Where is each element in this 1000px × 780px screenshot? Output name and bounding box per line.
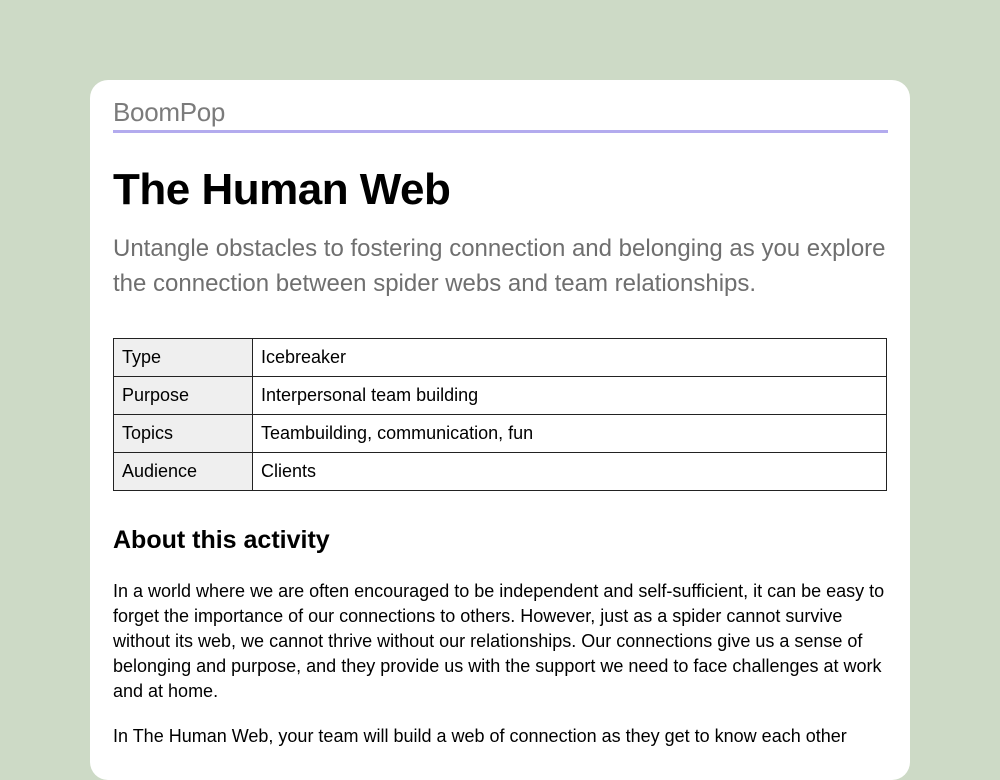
detail-key-type: Type	[114, 339, 253, 377]
about-paragraph-2: In The Human Web, your team will build a web of connection as they get to know each other	[113, 726, 847, 746]
detail-value-purpose: Interpersonal team building	[253, 377, 887, 415]
detail-key-topics: Topics	[114, 415, 253, 453]
detail-key-audience: Audience	[114, 453, 253, 491]
detail-value-audience: Clients	[253, 453, 887, 491]
about-heading: About this activity	[113, 526, 330, 554]
brand-logo-text: BoomPop	[113, 97, 888, 133]
detail-key-purpose: Purpose	[114, 377, 253, 415]
table-row	[114, 339, 887, 377]
activity-details-table	[113, 338, 887, 491]
about-paragraph-1: In a world where we are often encouraged to be independent and self-sufficient, it can be easy to forget the importance of our connections to others. However, just as a spider cannot survive without its web, we cannot thrive without our relationships. Our connections give us a sense of belonging and purpose, and they provide us with the support we need to face challenges at work and at home.	[113, 581, 885, 701]
document-card	[90, 80, 910, 780]
table-row	[114, 415, 887, 453]
page-title: The Human Web	[113, 165, 451, 214]
table-row	[114, 377, 887, 415]
table-row	[114, 453, 887, 491]
detail-value-topics: Teambuilding, communication, fun	[253, 415, 887, 453]
page-subtitle: Untangle obstacles to fostering connection and belonging as you explore the connection between spider webs and team relationships.	[113, 235, 886, 297]
detail-value-type: Icebreaker	[253, 339, 887, 377]
